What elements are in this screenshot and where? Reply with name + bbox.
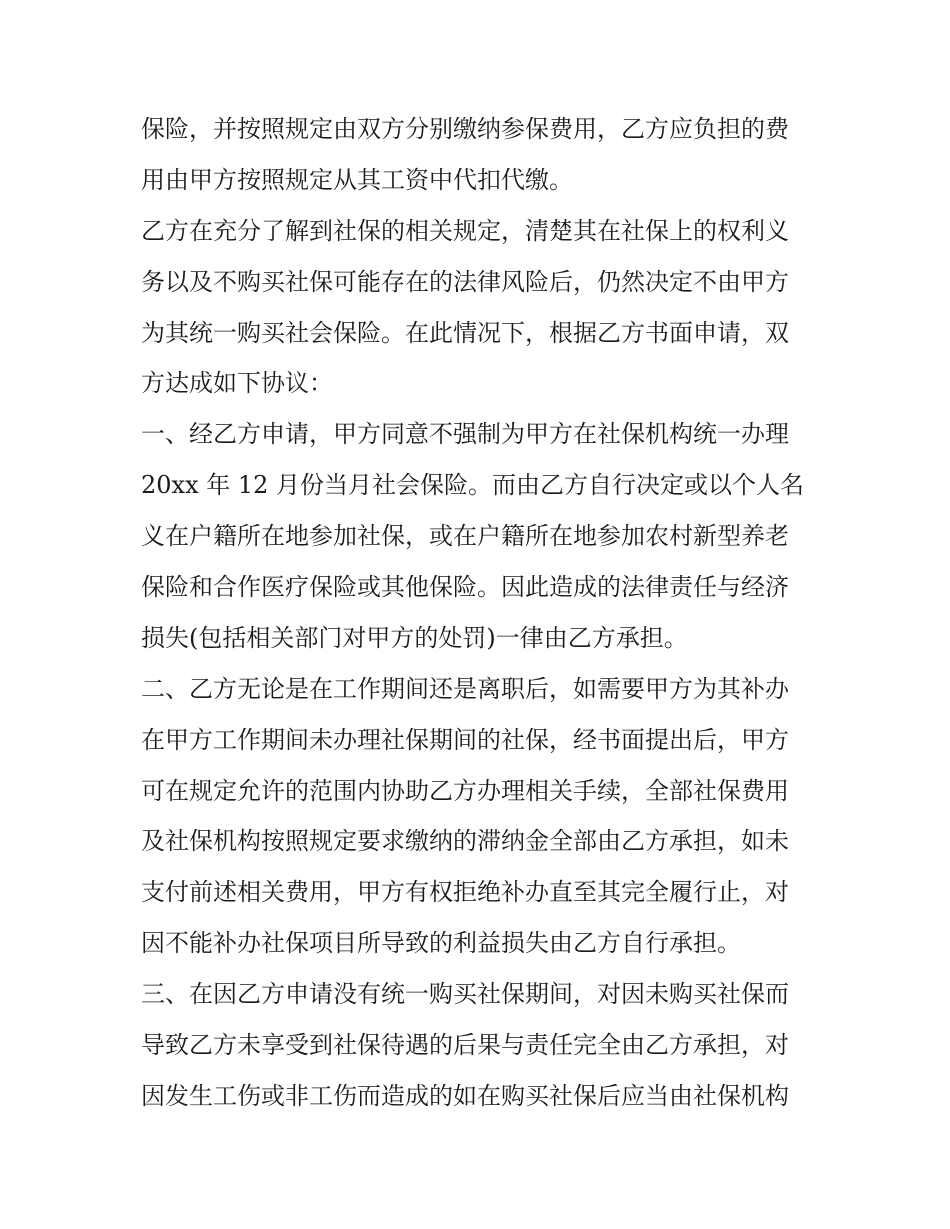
text-line: 三、在因乙方申请没有统一购买社保期间，对因未购买社保而 <box>141 980 789 1008</box>
text-line: 为其统一购买社会保险。在此情况下，根据乙方书面申请，双 <box>141 319 789 347</box>
text-line: 导致乙方未享受到社保待遇的后果与责任完全由乙方承担，对 <box>141 1031 789 1059</box>
text-line: 务以及不购买社保可能存在的法律风险后，仍然决定不由甲方 <box>141 268 789 296</box>
text-line: 保险和合作医疗保险或其他保险。因此造成的法律责任与经济 <box>141 573 789 601</box>
text-line: 损失(包括相关部门对甲方的处罚)一律由乙方承担。 <box>141 624 688 652</box>
text-line: 20xx 年 12 月份当月社会保险。而由乙方自行决定或以个人名 <box>141 471 805 499</box>
text-line: 保险，并按照规定由双方分别缴纳参保费用，乙方应负担的费 <box>141 115 789 143</box>
text-line: 乙方在充分了解到社保的相关规定，清楚其在社保上的权利义 <box>141 217 789 245</box>
text-line: 用由甲方按照规定从其工资中代扣代缴。 <box>141 166 573 194</box>
text-line: 支付前述相关费用，甲方有权拒绝补办直至其完全履行止，对 <box>141 878 789 906</box>
text-line: 因不能补办社保项目所导致的利益损失由乙方自行承担。 <box>141 929 741 957</box>
text-line: 方达成如下协议： <box>141 369 333 397</box>
text-line: 义在户籍所在地参加社保，或在户籍所在地参加农村新型养老 <box>141 522 789 550</box>
text-line: 可在规定允许的范围内协助乙方办理相关手续，全部社保费用 <box>141 777 789 805</box>
text-line: 在甲方工作期间未办理社保期间的社保，经书面提出后，甲方 <box>141 726 789 754</box>
text-line: 二、乙方无论是在工作期间还是离职后，如需要甲方为其补办 <box>141 675 789 703</box>
text-line: 因发生工伤或非工伤而造成的如在购买社保后应当由社保机构 <box>141 1082 789 1110</box>
text-line: 一、经乙方申请，甲方同意不强制为甲方在社保机构统一办理 <box>141 420 789 448</box>
text-line: 及社保机构按照规定要求缴纳的滞纳金全部由乙方承担，如未 <box>141 827 789 855</box>
